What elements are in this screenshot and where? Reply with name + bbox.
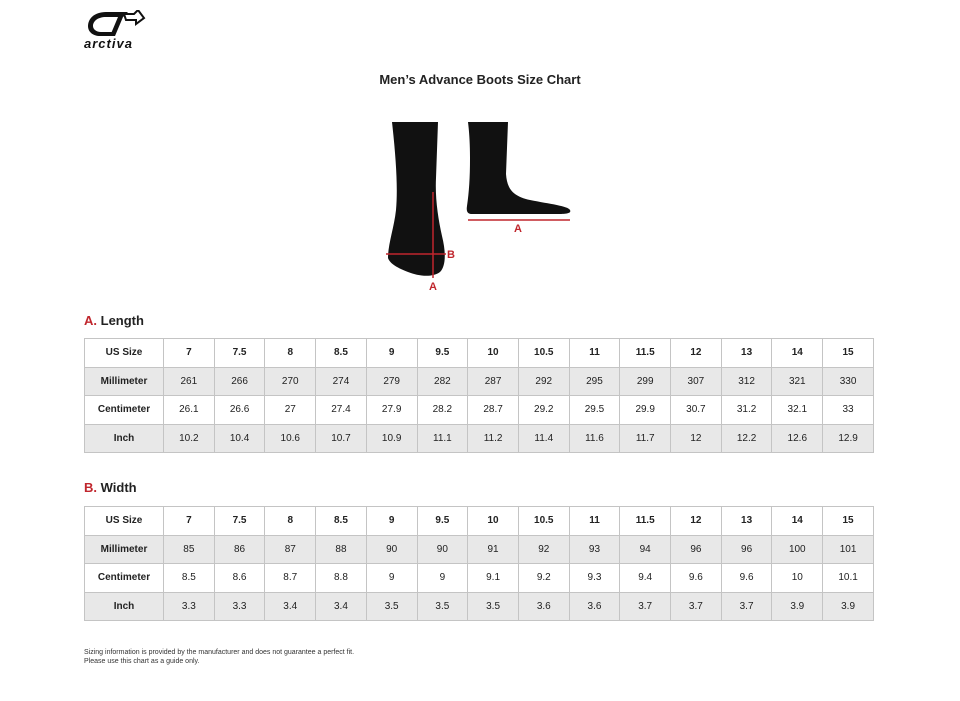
table-cell: 3.6 [569,592,620,621]
table-cell: 32.1 [772,396,823,425]
table-cell: 11.7 [620,424,671,453]
table-cell: 9 [366,339,417,368]
table-cell: 10.6 [265,424,316,453]
table-cell: 9.5 [417,507,468,536]
table-cell: 8 [265,339,316,368]
table-cell: 10 [772,564,823,593]
label-b: B [447,249,455,261]
row-label: Millimeter [85,535,164,564]
table-cell: 11.1 [417,424,468,453]
table-cell: 7 [164,507,215,536]
table-cell: 10.5 [518,507,569,536]
table-cell: 299 [620,367,671,396]
table-cell: 8 [265,507,316,536]
table-cell: 8.5 [316,507,367,536]
row-label: Inch [85,592,164,621]
table-cell: 287 [468,367,519,396]
row-label: US Size [85,507,164,536]
table-cell: 87 [265,535,316,564]
row-label: Centimeter [85,396,164,425]
table-cell: 9.6 [721,564,772,593]
table-cell: 8.5 [164,564,215,593]
table-cell: 8.5 [316,339,367,368]
table-cell: 10.2 [164,424,215,453]
disclaimer-line-1: Sizing information is provided by the manufacturer and does not guarantee a perfect fit. [84,649,355,656]
table-cell: 29.2 [518,396,569,425]
disclaimer-line-2: Please use this chart as a guide only. [84,658,200,665]
length-label: Length [100,313,144,328]
table-cell: 12.9 [823,424,874,453]
table-cell: 7 [164,339,215,368]
table-cell: 13 [721,507,772,536]
table-cell: 10.4 [214,424,265,453]
table-cell: 26.6 [214,396,265,425]
table-cell: 94 [620,535,671,564]
row-label: Centimeter [85,564,164,593]
table-cell: 10.1 [823,564,874,593]
table-cell: 3.7 [721,592,772,621]
table-cell: 31.2 [721,396,772,425]
table-cell: 14 [772,339,823,368]
table-cell: 11.6 [569,424,620,453]
table-cell: 321 [772,367,823,396]
table-cell: 307 [671,367,722,396]
table-cell: 12.2 [721,424,772,453]
table-cell: 96 [721,535,772,564]
table-cell: 9 [366,507,417,536]
table-cell: 3.7 [671,592,722,621]
table-cell: 11.5 [620,339,671,368]
table-cell: 9 [417,564,468,593]
table-cell: 295 [569,367,620,396]
table-cell: 3.6 [518,592,569,621]
table-cell: 91 [468,535,519,564]
table-cell: 3.5 [366,592,417,621]
table-cell: 100 [772,535,823,564]
table-cell: 14 [772,507,823,536]
brand-wordmark: arctiva [84,36,133,51]
table-cell: 270 [265,367,316,396]
table-cell: 11.2 [468,424,519,453]
label-a-front: A [429,281,437,293]
table-cell: 9.1 [468,564,519,593]
table-row [85,339,874,368]
table-cell: 3.4 [316,592,367,621]
table-cell: 3.5 [417,592,468,621]
table-cell: 15 [823,339,874,368]
table-cell: 92 [518,535,569,564]
table-cell: 12.6 [772,424,823,453]
table-cell: 30.7 [671,396,722,425]
table-cell: 292 [518,367,569,396]
table-cell: 8.8 [316,564,367,593]
table-cell: 12 [671,507,722,536]
front-foot-silhouette [388,122,445,276]
table-cell: 9.6 [671,564,722,593]
table-cell: 3.7 [620,592,671,621]
table-cell: 312 [721,367,772,396]
table-cell: 274 [316,367,367,396]
table-row [85,592,874,621]
table-cell: 90 [417,535,468,564]
table-cell: 3.4 [265,592,316,621]
length-letter: A. [84,313,97,328]
table-cell: 3.9 [823,592,874,621]
table-cell: 7.5 [214,339,265,368]
table-cell: 28.2 [417,396,468,425]
table-cell: 7.5 [214,507,265,536]
table-cell: 279 [366,367,417,396]
row-label: Millimeter [85,367,164,396]
table-cell: 261 [164,367,215,396]
table-cell: 28.7 [468,396,519,425]
table-cell: 33 [823,396,874,425]
foot-measurement-diagram [380,118,580,298]
table-cell: 96 [671,535,722,564]
row-label: US Size [85,339,164,368]
row-label: Inch [85,424,164,453]
table-cell: 10 [468,339,519,368]
table-cell: 3.5 [468,592,519,621]
table-row [85,507,874,536]
table-row [85,367,874,396]
table-row [85,535,874,564]
table-cell: 29.9 [620,396,671,425]
table-cell: 86 [214,535,265,564]
table-cell: 8.7 [265,564,316,593]
table-cell: 27.4 [316,396,367,425]
width-table [84,506,874,621]
table-cell: 9.3 [569,564,620,593]
table-cell: 13 [721,339,772,368]
table-row [85,424,874,453]
length-table [84,338,874,453]
table-cell: 10.9 [366,424,417,453]
table-row [85,564,874,593]
table-cell: 90 [366,535,417,564]
table-cell: 26.1 [164,396,215,425]
width-label: Width [100,480,137,495]
table-row [85,396,874,425]
table-cell: 330 [823,367,874,396]
table-cell: 11 [569,507,620,536]
table-cell: 266 [214,367,265,396]
table-cell: 29.5 [569,396,620,425]
table-cell: 93 [569,535,620,564]
table-cell: 27.9 [366,396,417,425]
table-cell: 27 [265,396,316,425]
table-cell: 9.4 [620,564,671,593]
table-cell: 11.4 [518,424,569,453]
side-foot-silhouette [467,122,571,214]
table-cell: 11.5 [620,507,671,536]
table-cell: 3.3 [214,592,265,621]
label-a-side: A [514,223,522,235]
table-cell: 10.5 [518,339,569,368]
table-cell: 12 [671,424,722,453]
table-cell: 9 [366,564,417,593]
table-cell: 9.5 [417,339,468,368]
table-cell: 15 [823,507,874,536]
table-cell: 101 [823,535,874,564]
table-cell: 12 [671,339,722,368]
table-cell: 3.3 [164,592,215,621]
table-cell: 11 [569,339,620,368]
length-heading [84,313,144,328]
table-cell: 3.9 [772,592,823,621]
disclaimer [84,648,354,666]
table-cell: 10.7 [316,424,367,453]
width-heading [84,480,137,495]
width-letter: B. [84,480,97,495]
table-cell: 10 [468,507,519,536]
table-cell: 282 [417,367,468,396]
table-cell: 9.2 [518,564,569,593]
table-cell: 85 [164,535,215,564]
table-cell: 88 [316,535,367,564]
table-cell: 8.6 [214,564,265,593]
page-title: Men’s Advance Boots Size Chart [379,72,581,87]
